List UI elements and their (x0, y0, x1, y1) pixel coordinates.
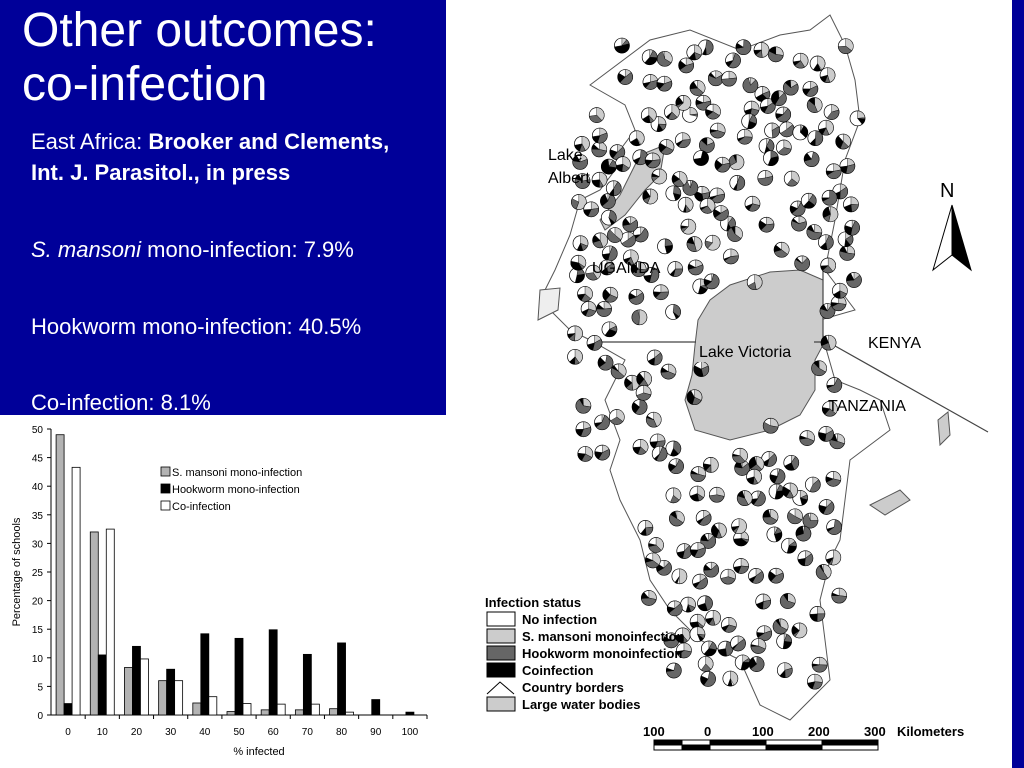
label-lake-victoria: Lake Victoria (699, 344, 792, 361)
stat-mansoni-species: S. mansoni (31, 237, 142, 262)
x-tick-label: 100 (401, 727, 419, 738)
legend-swatch (487, 663, 515, 677)
x-tick-label: 20 (130, 727, 143, 738)
island (938, 412, 950, 445)
legend-swatch (487, 646, 515, 660)
slide-header-panel (0, 0, 446, 415)
bar (201, 634, 209, 715)
x-tick-label: 40 (199, 727, 211, 738)
school-marker-slice (592, 180, 599, 187)
x-tick-label: 0 (65, 727, 71, 738)
bar (261, 710, 269, 715)
scale-unit: Kilometers (897, 724, 965, 739)
legend-swatch (161, 501, 170, 510)
school-marker-slice (718, 649, 726, 657)
stat-coinfection: Co-infection: 8.1% (31, 390, 211, 415)
school-marker-slice (858, 111, 865, 119)
bar (175, 681, 183, 715)
bar (56, 435, 64, 715)
school-marker-slice (851, 204, 858, 211)
legend-swatch (487, 612, 515, 626)
legend-label: Hookworm monoinfection (522, 646, 683, 661)
school-marker-slice (583, 398, 591, 407)
school-marker-slice (817, 614, 825, 622)
x-tick-label: 10 (96, 727, 108, 738)
slide-title-line-1: Other outcomes: (22, 4, 377, 57)
legend-swatch (161, 484, 170, 493)
north-label: N (940, 180, 955, 202)
bar (193, 703, 201, 715)
x-tick-label: 80 (335, 727, 348, 738)
legend-swatch-border (487, 682, 514, 694)
y-tick-label: 30 (31, 539, 43, 551)
slide-title-line-2: co-infection (22, 58, 268, 111)
scale-tick-label: 100 (752, 724, 774, 739)
legend-swatch (161, 467, 170, 476)
bar (372, 700, 380, 715)
bar (227, 712, 235, 715)
map-legend (485, 595, 685, 712)
north-arrow (933, 180, 971, 270)
scale-segment (654, 740, 682, 745)
legend-swatch (487, 629, 515, 643)
y-tick-label: 50 (31, 425, 43, 436)
legend-title: Infection status (485, 595, 582, 610)
y-tick-label: 5 (37, 682, 43, 694)
bar (277, 704, 285, 715)
bar (269, 630, 277, 715)
citation-reference: Brooker and Clements, Int. J. Parasitol., in press (31, 129, 390, 185)
bar (243, 704, 251, 715)
legend-label: Country borders (522, 680, 624, 695)
island (870, 490, 910, 515)
school-marker-slice (817, 606, 824, 614)
label-uganda: UGANDA (592, 260, 661, 277)
legend-label: Co-infection (172, 501, 231, 513)
school-marker-slice (847, 245, 855, 254)
school-map (440, 0, 1012, 768)
histogram-chart (0, 415, 440, 768)
scale-segment (766, 745, 822, 750)
bar (124, 668, 132, 715)
label-lake-albert: Lake (548, 147, 583, 164)
stat-mansoni (31, 234, 371, 265)
legend-items (487, 612, 685, 712)
bar (167, 669, 175, 715)
school-marker-slice (851, 197, 859, 205)
scale-segment (822, 740, 878, 745)
x-axis-title: % infected (233, 746, 285, 758)
legend-label: Large water bodies (522, 697, 641, 712)
bar (72, 467, 80, 715)
y-tick-label: 45 (31, 453, 43, 465)
north-arrow-right (952, 205, 971, 270)
bar (132, 646, 140, 715)
scale-bar (643, 724, 964, 750)
scale-tick-label: 100 (643, 724, 665, 739)
y-tick-label: 0 (37, 711, 43, 722)
stat-hookworm: Hookworm mono-infection: 40.5% (31, 314, 362, 339)
citation-prefix: East Africa: (31, 129, 149, 154)
bar (64, 704, 72, 715)
label-lake-albert-2: Albert (548, 170, 590, 187)
bar (406, 712, 414, 715)
bar (235, 638, 243, 715)
school-marker-slice (641, 598, 656, 606)
bar (330, 709, 338, 715)
scale-tick-label: 0 (704, 724, 712, 739)
citation (31, 126, 411, 188)
x-tick-label: 70 (301, 727, 313, 738)
right-border-strip (1012, 0, 1024, 768)
legend-label: Hookworm mono-infection (172, 484, 300, 496)
y-tick-label: 15 (31, 625, 43, 637)
y-tick-label: 40 (31, 482, 43, 494)
bar (303, 654, 311, 715)
y-tick-label: 20 (31, 596, 43, 608)
slide-title (22, 4, 442, 112)
bar (106, 529, 114, 715)
chart-legend (161, 467, 302, 513)
legend-label: No infection (522, 612, 598, 627)
scale-tick-label: 200 (808, 724, 830, 739)
legend-label: S. mansoni mono-infection (172, 467, 303, 479)
legend-label: Coinfection (522, 663, 594, 678)
y-tick-label: 25 (31, 568, 43, 579)
bar (338, 643, 346, 715)
bar (140, 659, 148, 715)
legend-swatch (487, 697, 515, 711)
school-marker-slice (832, 596, 847, 604)
x-tick-label: 30 (165, 727, 177, 738)
scale-tick-label: 300 (864, 724, 886, 739)
bar (90, 532, 98, 715)
bar (98, 655, 106, 715)
bar (159, 681, 167, 715)
y-tick-label: 10 (31, 653, 43, 665)
x-tick-label: 60 (267, 727, 279, 738)
label-tanzania: TANZANIA (828, 398, 906, 415)
north-arrow-left (933, 205, 952, 270)
school-marker-slice (839, 588, 847, 596)
legend-label: S. mansoni monoinfection (522, 629, 685, 644)
bar (295, 710, 303, 715)
bar (346, 712, 354, 715)
scale-segment (682, 745, 710, 750)
x-tick-label: 90 (370, 727, 382, 738)
y-tick-label: 35 (31, 510, 43, 522)
y-axis-title: Percentage of schools (11, 517, 23, 627)
label-kenya: KENYA (868, 335, 922, 352)
x-tick-label: 50 (233, 727, 245, 738)
bar (209, 697, 217, 715)
bar (311, 704, 319, 715)
stat-mansoni-value: mono-infection: 7.9% (141, 237, 354, 262)
scale-segment (710, 740, 766, 745)
